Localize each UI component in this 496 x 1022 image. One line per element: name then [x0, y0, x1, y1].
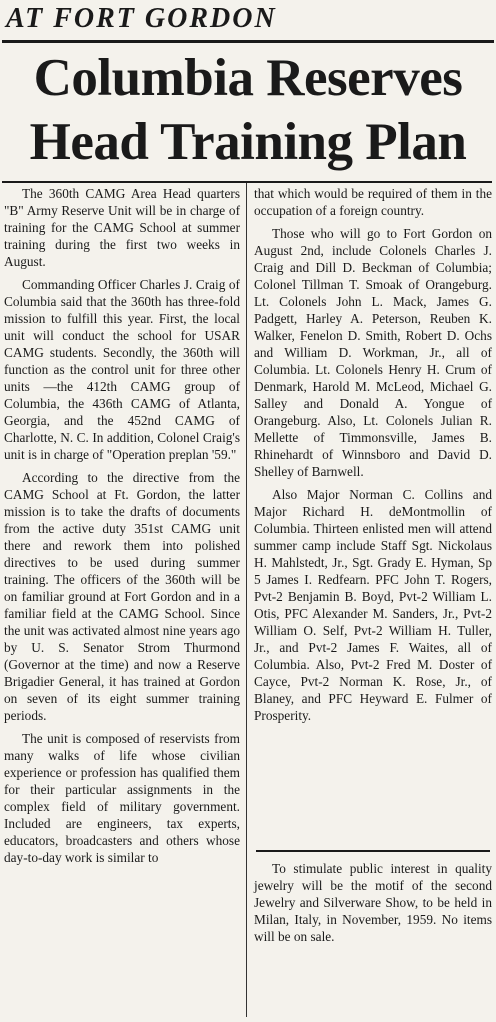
item-separator-rule [256, 850, 490, 852]
brief-item [254, 860, 492, 951]
kicker-banner [2, 0, 494, 43]
headline [0, 46, 496, 174]
article-paragraph: According to the directive from the CAMG School at Ft. Gordon, the latter mission is to take the drafts of documents from the active duty 351st CAMG unit there and rework them into polished directives to be used during summer training. The officers of the 360th will be on familiar ground at Fort Gordon and in a familiar field at the CAMG School. Since the unit was activated almost nine years ago by U. S. Senator Strom Thurmond (Governor at the time) and now a Reserve Brigadier General, it has trained at Gordon on seven of its eight summer training periods. [4, 470, 240, 723]
column-divider [246, 183, 247, 1017]
article-paragraph: The unit is composed of reservists from many walks of life whose civilian experience or profession has qualified them for their particular assignments in the complex field of military government. Included are engineers, tax experts, educators, broadcasters and others whose day-to-day work is similar to [4, 731, 240, 865]
kicker-text: AT FORT GORDON [6, 3, 277, 34]
article-paragraph: Those who will go to Fort Gordon on August 2nd, include Colonels Charles J. Craig and Dill D. Beckman of Columbia; Colonel Tillman T. Smoak of Orangeburg. Lt. Colonels John L. Mack, James G. Padgett, Harley A. Peterson, Reuben K. Walker, Fenelon D. Smith, Robert D. Ochs and William D. Workman, Jr., all of Columbia. Lt. Colonels Henry H. Crum of Denmark, Harold M. McLeod, Michael G. Salley and Donald A. Yongue of Orangeburg. Also, Lt. Colonels Julian R. Mellette of Timmonsville, James B. Rhinehardt of Winnsboro and David D. Shelley of Barnwell. [254, 226, 492, 479]
article-paragraph: The 360th CAMG Area Head quarters "B" Army Reserve Unit will be in charge of training for the CAMG School at summer training during the first two weeks in August. [4, 186, 240, 269]
article-paragraph: Commanding Officer Charles J. Craig of Columbia said that the 360th has three-fold mission to fulfill this year. First, the local unit will conduct the school for USAR CAMG students. Secondly, the 360th will function as the control unit for three other units —the 412th CAMG group of Columbia, the 436th CAMG of Atlanta, Georgia, and the 452nd CAMG of Charlotte, N. C. In addition, Colonel Craig's unit is in charge of "Operation preplan '59." [4, 277, 240, 462]
headline-rule [2, 181, 492, 183]
headline-line-2: Head Training Plan [29, 113, 467, 171]
headline-line-1: Columbia Reserves [33, 49, 463, 107]
brief-paragraph: To stimulate public interest in quality jewelry will be the motif of the second Jewelry and Silverware Show, to be held in Milan, Italy, in November, 1959. No items will be on sale. [254, 861, 492, 944]
article-paragraph: that which would be required of them in the occupation of a foreign country. [254, 186, 492, 218]
article-paragraph: Also Major Norman C. Collins and Major Richard H. deMontmollin of Columbia. Thirteen enlisted men will attend summer camp include Staff Sgt. Nickolaus H. Mahlstedt, Jr., Sgt. Grady E. Hyman, Sp 5 James I. Redfearn. PFC John T. Rogers, Pvt-2 Benjamin B. Boyd, Pvt-2 William L. Otis, PFC Alexander M. Sanders, Jr., Pvt-2 William O. Self, Pvt-2 William H. Tuller, Jr., and Pvt-2 James F. Waites, all of Columbia. Also, Pvt-2 Fred M. Doster of Cayce, Pvt-2 Norman K. Rose, Jr., of Blaney, and PFC Heyward E. Fulmer of Prosperity. [254, 487, 492, 723]
article-column-right [254, 185, 492, 730]
article-column-left [4, 185, 240, 872]
